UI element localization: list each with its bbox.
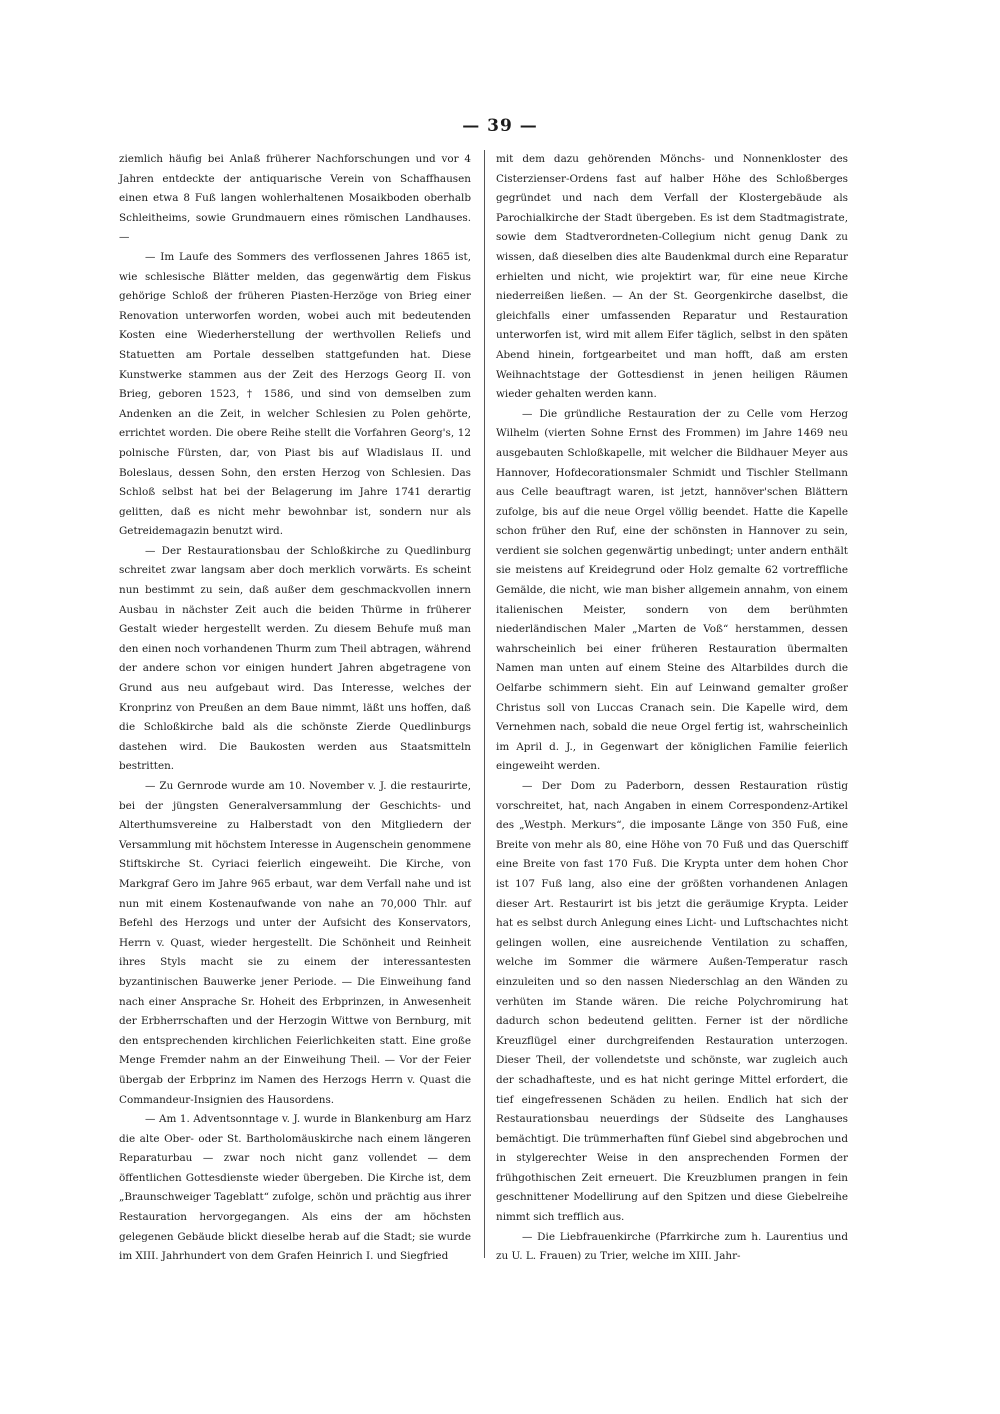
left-column: [119, 150, 471, 1267]
page-number: — 39 —: [462, 116, 538, 136]
paragraph-blankenburg: — Am 1. Adventsonntage v. J. wurde in Blankenburg am Harz die alte Ober- oder St. Bartholomäuskirche nach einem längeren Reparaturbau — zwar noch nicht ganz vollendet — dem öffentlichen Gottesdienste wieder übergeben. Die Kirche ist, dem „Braunschweiger Tageblatt“ zufolge, schön und prächtig aus ihrer Restauration hervorgegangen. Als eins der am höchsten gelegenen Gebäude blickt dieselbe herab auf die Stadt; sie wurde im XIII. Jahrhundert von dem Grafen Heinrich I. und Siegfried: [119, 1113, 471, 1263]
column-divider: [484, 150, 485, 1258]
paragraph-gernrode: — Zu Gernrode wurde am 10. November v. J. die restaurirte, bei der jüngsten Generalversammlung der Geschichts- und Alterthumsvereine zu Halberstadt von den Mitgliedern der Versammlung mit höchstem Interesse in Augenschein genommene Stiftskirche St. Cyriaci feierlich eingeweiht. Die Kirche, von Markgraf Gero im Jahre 965 erbaut, war dem Verfall nahe und ist nun mit einem Kostenaufwande von nahe an 70,000 Thlr. auf Befehl des Herzogs und unter der Aufsicht des Konservators, Herrn v. Quast, wieder hergestellt. Die Schönheit und Reinheit ihres Styls macht sie zu einem der interessantesten byzantinischen Bauwerke jener Periode. — Die Einweihung fand nach einer Ansprache Sr. Hoheit des Erbprinzen, in Anwesenheit der Erbherrschaften und der Herzogin Wittwe von Bernburg, mit den entsprechenden kirchlichen Feierlichkeiten statt. Eine große Menge Fremder nahm an der Einweihung Theil. — Vor der Feier übergab der Erbprinz im Namen des Herzogs Herrn v. Quast die Commandeur-Insignien des Hausordens.: [119, 780, 471, 1106]
right-column: [496, 150, 848, 1267]
paragraph-quedlinburg: — Der Restaurationsbau der Schloßkirche zu Quedlinburg schreitet zwar langsam aber doch merklich vorwärts. Es scheint nun bestimmt zu sein, daß außer dem geschmackvollen innern Ausbau in nächster Zeit auch die beiden Thürme in früherer Gestalt wieder hergestellt werden. Zu diesem Behufe muß man den einen noch vorhandenen Thurm zum Theil abtragen, während der andere schon vor einigen hundert Jahren abgetragene von Grund aus neu aufgebaut wird. Das Interesse, welches der Kronprinz von Preußen an dem Baue nimmt, läßt uns hoffen, daß die Schloßkirche bald als die schönste Zierde Quedlinburgs dastehen wird. Die Baukosten werden aus Staatsmitteln bestritten.: [119, 544, 471, 773]
paragraph-paderborn: — Der Dom zu Paderborn, dessen Restauration rüstig vorschreitet, hat, nach Angaben in einem Correspondenz-Artikel des „Westph. Merkurs“, die imposante Länge von 350 Fuß, eine Breite von mehr als 80, eine Höhe von 70 Fuß und das Querschiff eine Breite von fast 170 Fuß. Die Krypta unter dem hohen Chor ist 107 Fuß lang, also eine der größten vorhandenen Anlagen dieser Art. Restaurirt ist bis jetzt die geräumige Krypta. Leider hat es selbst durch Anlegung eines Licht- und Luftschachtes nicht gelingen wollen, eine ausreichende Ventilation zu schaffen, welche im Sommer die wärmere Außen-Temperatur rasch einzuleiten und so den nassen Niederschlag an den Wänden zu verhüten im Stande wären. Die reiche Polychromirung hat dadurch schon bedeutend gelitten. Ferner ist der nördliche Kreuzflügel einer durchgreifenden Restauration unterzogen. Dieser Theil, der vollendetste und schönste, war zugleich auch der schadhafteste, und es hat nicht geringe Mittel erfordert, die tief eingefressenen Schäden zu heilen. Endlich hat sich der Restaurationsbau neuerdings der Südseite des Langhauses bemächtigt. Die trümmerhaften fünf Giebel sind abgebrochen und in stylgerechter Weise in den ansprechenden Formen der frühgothischen Zeit erneuert. Die Kreuzblumen prangen in fein geschnittener Modellirung auf den Spitzen und diese Giebelreihe nimmt sich trefflich aus.: [496, 780, 848, 1224]
paragraph-trier: — Die Liebfrauenkirche (Pfarrkirche zum h. Laurentius und zu U. L. Frauen) zu Trier, welche im XIII. Jahr-: [496, 1230, 848, 1263]
paragraph-schaffhausen: ziemlich häufig bei Anlaß früherer Nachforschungen und vor 4 Jahren entdeckte der antiquarische Verein von Schaffhausen einen etwa 8 Fuß langen wohlerhaltenen Mosaikboden oberhalb Schleitheims, sowie Grundmauern eines römischen Landhauses. —: [119, 153, 471, 244]
paragraph-celle: — Die gründliche Restauration der zu Celle vom Herzog Wilhelm (vierten Sohne Ernst des Frommen) im Jahre 1469 neu ausgebauten Schloßkapelle, mit welcher die Bildhauer Meyer aus Hannover, Hofdecorationsmaler Schmidt und Tischler Stellmann aus Celle beauftragt waren, ist jetzt, hannöver'schen Blättern zufolge, bis auf die neue Orgel völlig beendet. Hatte die Kapelle schon früher den Ruf, eine der schönsten in Hannover zu sein, verdient sie solchen gegenwärtig unbedingt; unter andern enthält sie meistens auf Kreidegrund oder Holz gemalte 62 vortreffliche Gemälde, die nicht, wie man bisher allgemein annahm, von einem italienischen Meister, sondern von dem berühmten niederländischen Maler „Marten de Voß“ herstammen, dessen wahrscheinlich bei einer früheren Restauration übermalten Namen man unten auf einem Steine des Altarbildes durch die Oelfarbe schimmern sieht. Ein auf Leinwand gemalter großer Christus soll von Luccas Cranach sein. Die Kapelle wird, dem Vernehmen nach, sobald die neue Orgel fertig ist, wahrscheinlich im April d. J., in Gegenwart der königlichen Familie feierlich eingeweiht werden.: [496, 407, 848, 773]
paragraph-brieg: — Im Laufe des Sommers des verflossenen Jahres 1865 ist, wie schlesische Blätter melden, das gegenwärtig dem Fiskus gehörige Schloß der früheren Piasten-Herzöge von Brieg einer Renovation unterworfen worden, wobei auch mit bedeutenden Kosten eine Wiederherstellung der werthvollen Reliefs und Statuetten am Portale desselben stattgefunden hat. Diese Kunstwerke stammen aus der Zeit des Herzogs Georg II. von Brieg, geboren 1523, † 1586, und sind von demselben zum Andenken an die Zeit, in welcher Schlesien zu Polen gehörte, errichtet worden. Die obere Reihe stellt die Vorfahren Georg's, 12 polnische Fürsten, dar, von Piast bis auf Wladislaus II. und Boleslaus, dessen Sohn, den ersten Herzog von Schlesien. Das Schloß selbst hat bei der Belagerung im Jahre 1741 derartig gelitten, daß es nicht mehr bewohnbar ist, sondern nur als Getreidemagazin benutzt wird.: [119, 250, 471, 538]
paragraph-blankenburg-cont: mit dem dazu gehörenden Mönchs- und Nonnenkloster des Cisterzienser-Ordens fast auf halber Höhe des Schloßberges gegründet und nach dem Verfall der Klostergebäude als Parochialkirche der Stadt übergeben. Es ist dem Stadtmagistrate, sowie dem Stadtverordneten-Collegium nicht genug Dank zu wissen, daß dieselben dies alte Baudenkmal durch eine Reparatur erhielten und nicht, wie projektirt war, für eine neue Kirche niederreißen ließen. — An der St. Georgenkirche daselbst, die gleichfalls einer umfassenden Reparatur und Restauration unterworfen ist, wird mit allem Eifer täglich, selbst in den späten Abend hinein, fortgearbeitet und man hofft, daß am ersten Weihnachtstage der Gottesdienst in jenen heiligen Räumen wieder gehalten werden kann.: [496, 153, 848, 401]
